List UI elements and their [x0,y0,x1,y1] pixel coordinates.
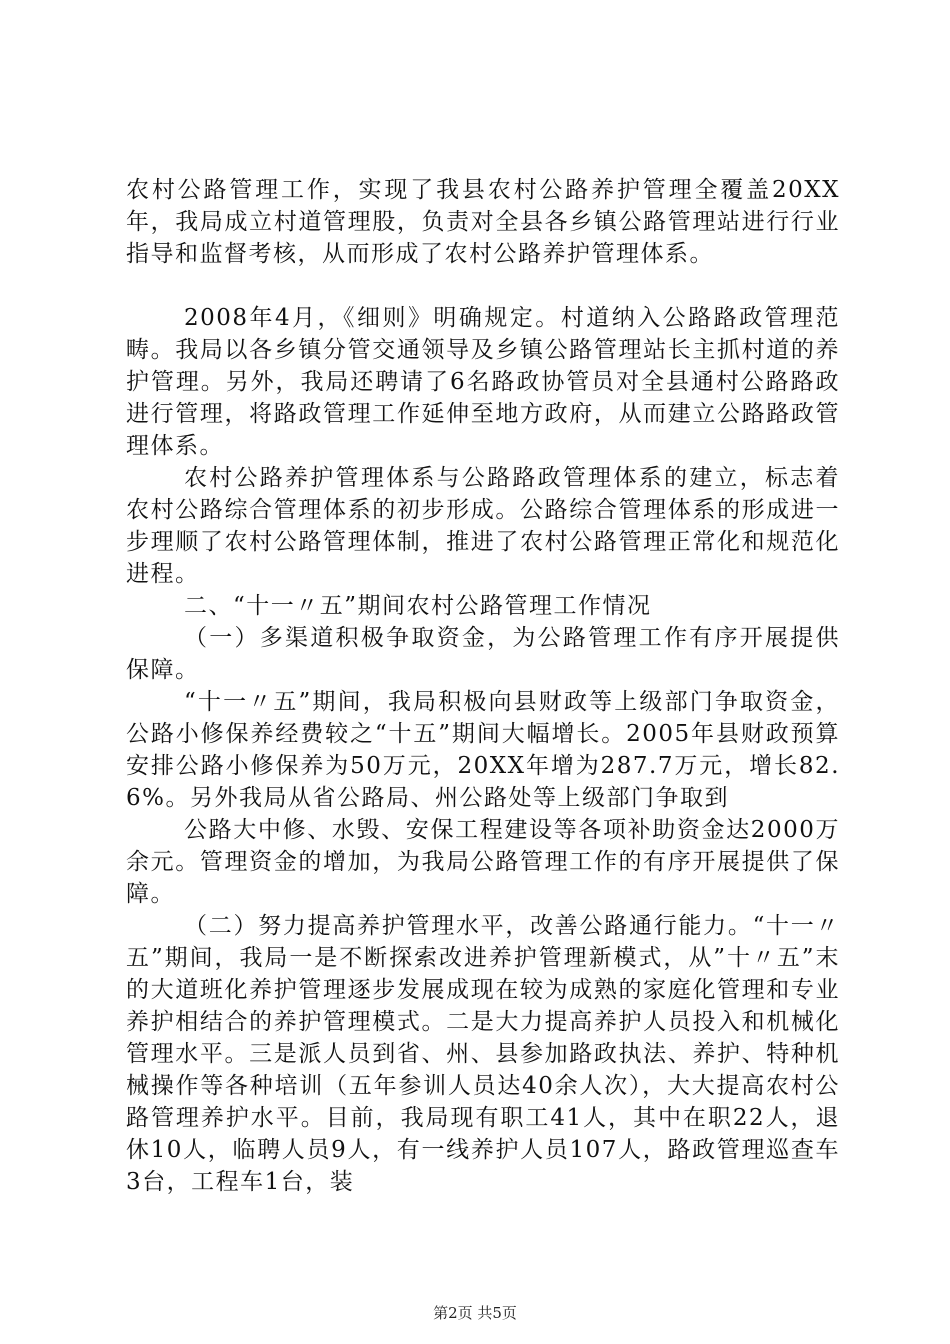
page-footer: 第2页 共5页 [433,1304,517,1322]
document-body [126,174,840,1198]
paragraph-6: （二）努力提高养护管理水平，改善公路通行能力。“十一〃五”期间，我局一是不断探索改进养护管理新模式，从”十〃五”末的大道班化养护管理逐步发展成现在较为成熟的家庭化管理和专业养护相结合的养护管理模式。二是大力提高养护人员投入和机械化管理水平。三是派人员到省、州、县参加路政执法、养护、特种机械操作等各种培训（五年参训人员达40余人次），大大提高农村公路管理养护水平。目前，我局现有职工41人，其中在职22人，退休10人，临聘人员9人，有一线养护人员107人，路政管理巡查车3台，工程车1台，装 [126,913,840,1195]
paragraph-5: 公路大中修、水毁、安保工程建设等各项补助资金达2000万余元。管理资金的增加，为我局公路管理工作的有序开展提供了保障。 [126,817,840,907]
paragraph-spacer [126,270,840,302]
paragraph-3: 农村公路养护管理体系与公路路政管理体系的建立，标志着农村公路综合管理体系的初步形成。公路综合管理体系的形成进一步理顺了农村公路管理体制，推进了农村公路管理正常化和规范化进程。 [126,465,840,587]
section-heading-2: 二、“十一〃五”期间农村公路管理工作情况 [184,593,652,619]
paragraph-4: “十一〃五”期间，我局积极向县财政等上级部门争取资金，公路小修保养经费较之“十五”期间大幅增长。2005年县财政预算安排公路小修保养为50万元，20XX年增为287.7万元，增长82.6%。另外我局从省公路局、州公路处等上级部门争取到 [126,689,840,811]
subsection-heading-1: （一）多渠道积极争取资金，为公路管理工作有序开展提供保障。 [126,625,840,683]
paragraph-2: 2008年4月，《细则》明确规定。村道纳入公路路政管理范畴。我局以各乡镇分管交通领导及乡镇公路管理站长主抓村道的养护管理。另外，我局还聘请了6名路政协管员对全县通村公路路政进行管理，将路政管理工作延伸至地方政府，从而建立公路路政管理体系。 [126,305,840,459]
paragraph-1: 农村公路管理工作，实现了我县农村公路养护管理全覆盖20XX年，我局成立村道管理股，负责对全县各乡镇公路管理站进行行业指导和监督考核，从而形成了农村公路养护管理体系。 [126,177,840,267]
